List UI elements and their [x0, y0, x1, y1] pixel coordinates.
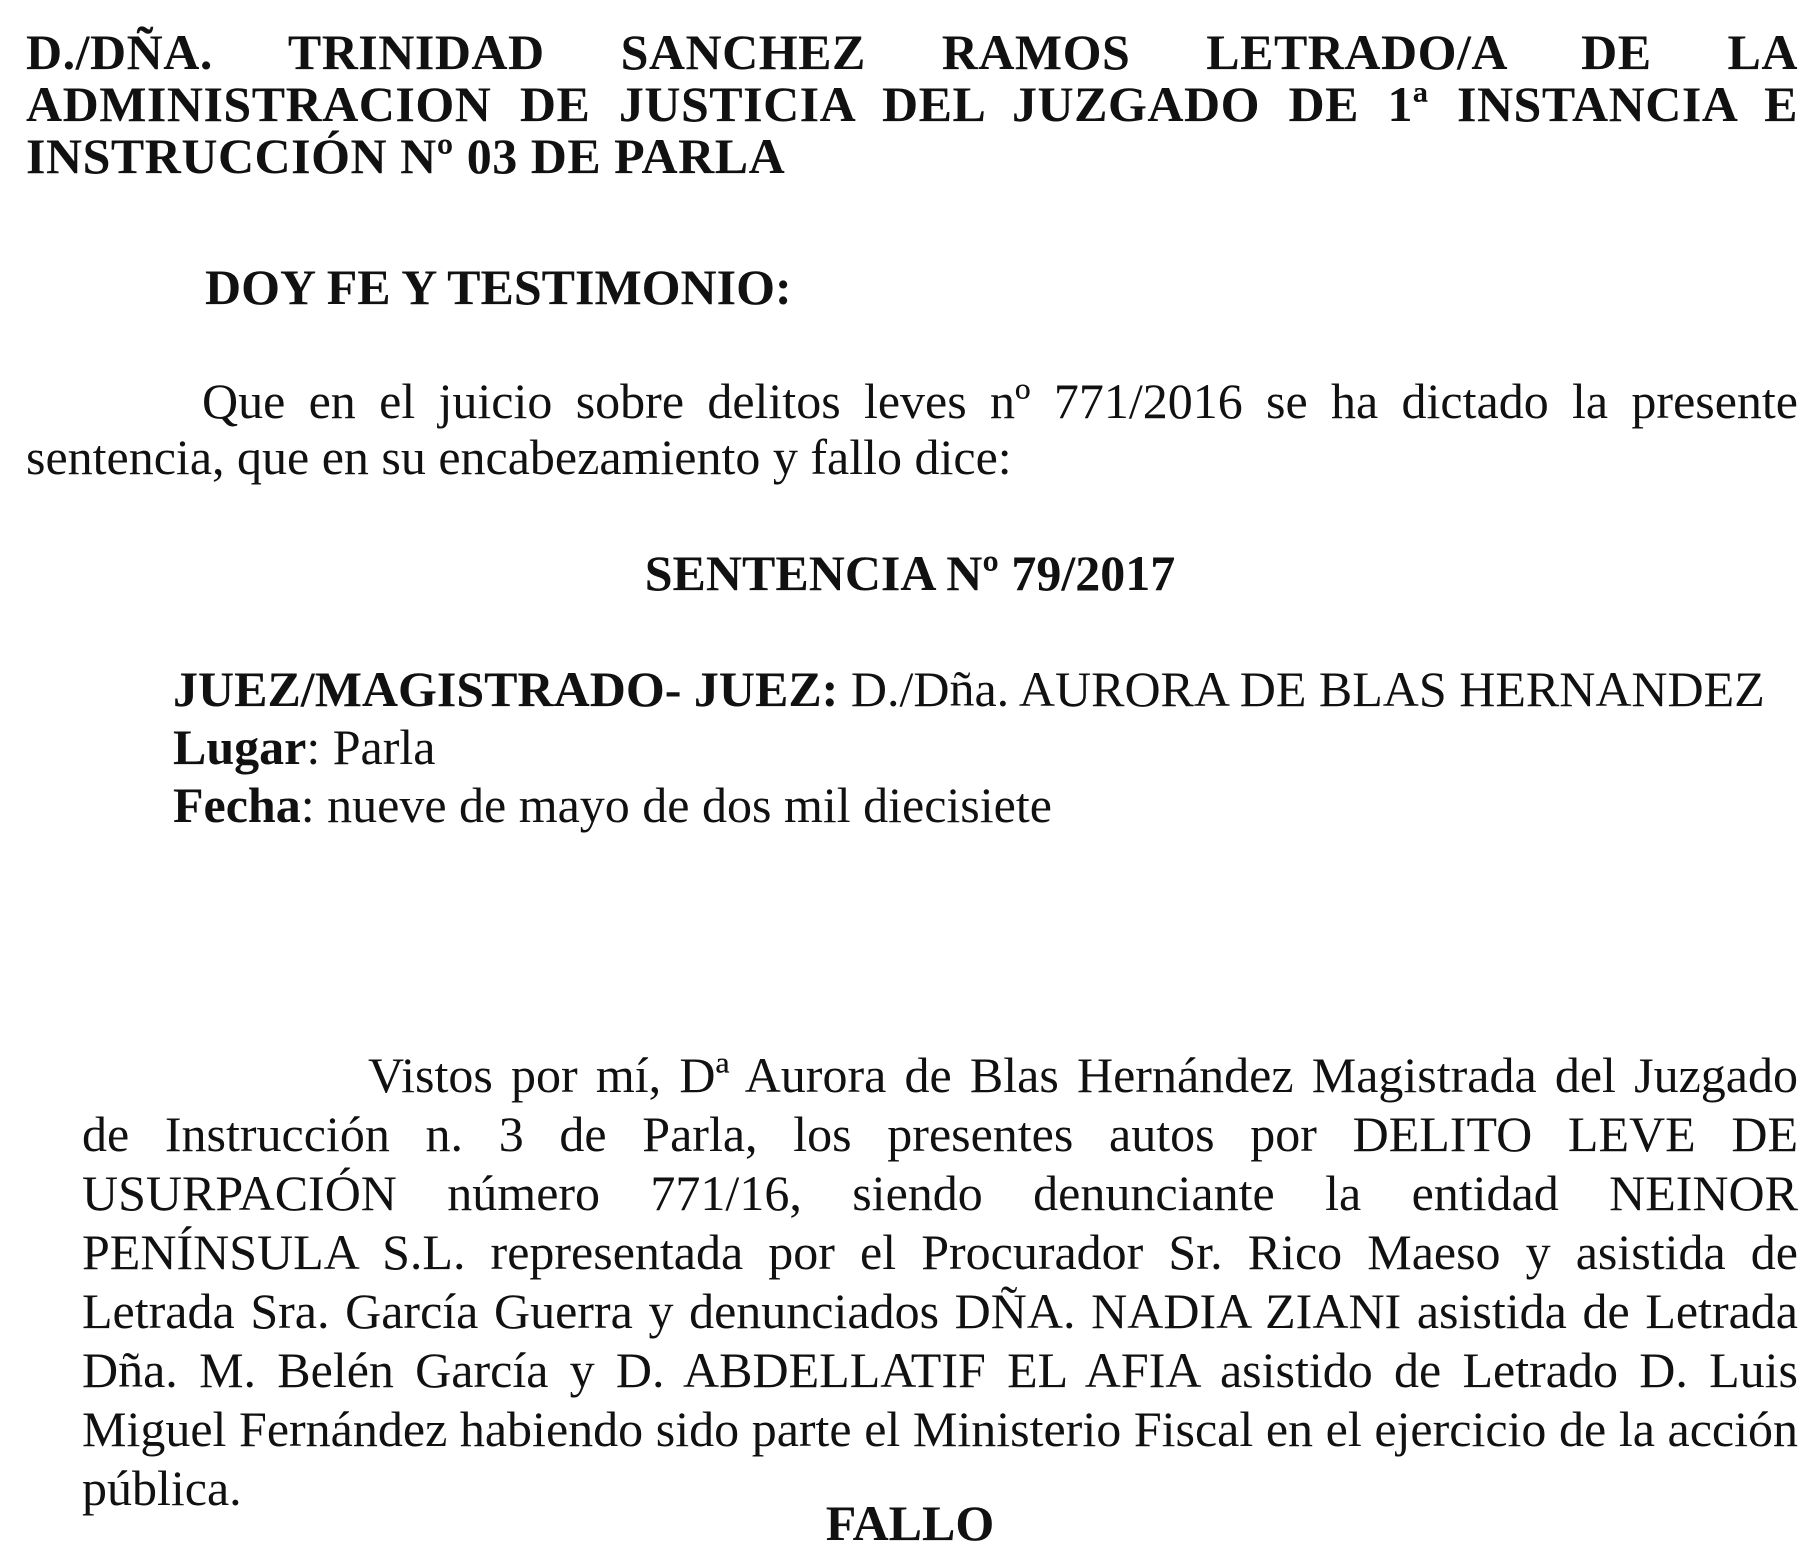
fallo-heading: FALLO	[825, 1495, 995, 1551]
place-label: Lugar	[173, 719, 307, 775]
date-label: Fecha	[173, 777, 301, 833]
place-row	[173, 718, 1813, 776]
header-court-clerk: D./DÑA. TRINIDAD SANCHEZ RAMOS LETRADO/A DE LA ADMINISTRACION DE JUSTICIA DEL JUZGADO DE 1ª INSTANCIA E INSTRUCCIÓN Nº 03 DE PARLA	[26, 24, 1798, 184]
vistos-paragraph: Vistos por mí, Dª Aurora de Blas Hernández Magistrada del Juzgado de Instrucción n. 3 de Parla, los presentes autos por DELITO LEVE DE USURPACIÓN número 771/16, siendo denunciante la entidad NEINOR PENÍNSULA S.L. representada por el Procurador Sr. Rico Maeso y asistida de Letrada Sra. García Guerra y denunciados DÑA. NADIA ZIANI asistida de Letrada Dña. M. Belén García y D. ABDELLATIF EL AFIA asistido de Letrado D. Luis Miguel Fernández habiendo sido parte el Ministerio Fiscal en el ejercicio de la acción pública.	[82, 1047, 1798, 1516]
certification-heading: DOY FE Y TESTIMONIO:	[205, 259, 792, 315]
certification-intro: Que en el juicio sobre delitos leves nº 771/2016 se ha dictado la presente sentencia, que en su encabezamiento y fallo dice:	[26, 373, 1798, 485]
sentencia-metadata	[173, 660, 1813, 834]
judge-label: JUEZ/MAGISTRADO- JUEZ:	[173, 661, 839, 717]
judge-row	[173, 660, 1813, 718]
sentencia-title: SENTENCIA Nº 79/2017	[644, 545, 1176, 601]
judge-value: D./Dña. AURORA DE BLAS HERNANDEZ	[838, 661, 1765, 717]
place-value: : Parla	[306, 719, 436, 775]
date-value: : nueve de mayo de dos mil diecisiete	[300, 777, 1052, 833]
date-row	[173, 776, 1813, 834]
